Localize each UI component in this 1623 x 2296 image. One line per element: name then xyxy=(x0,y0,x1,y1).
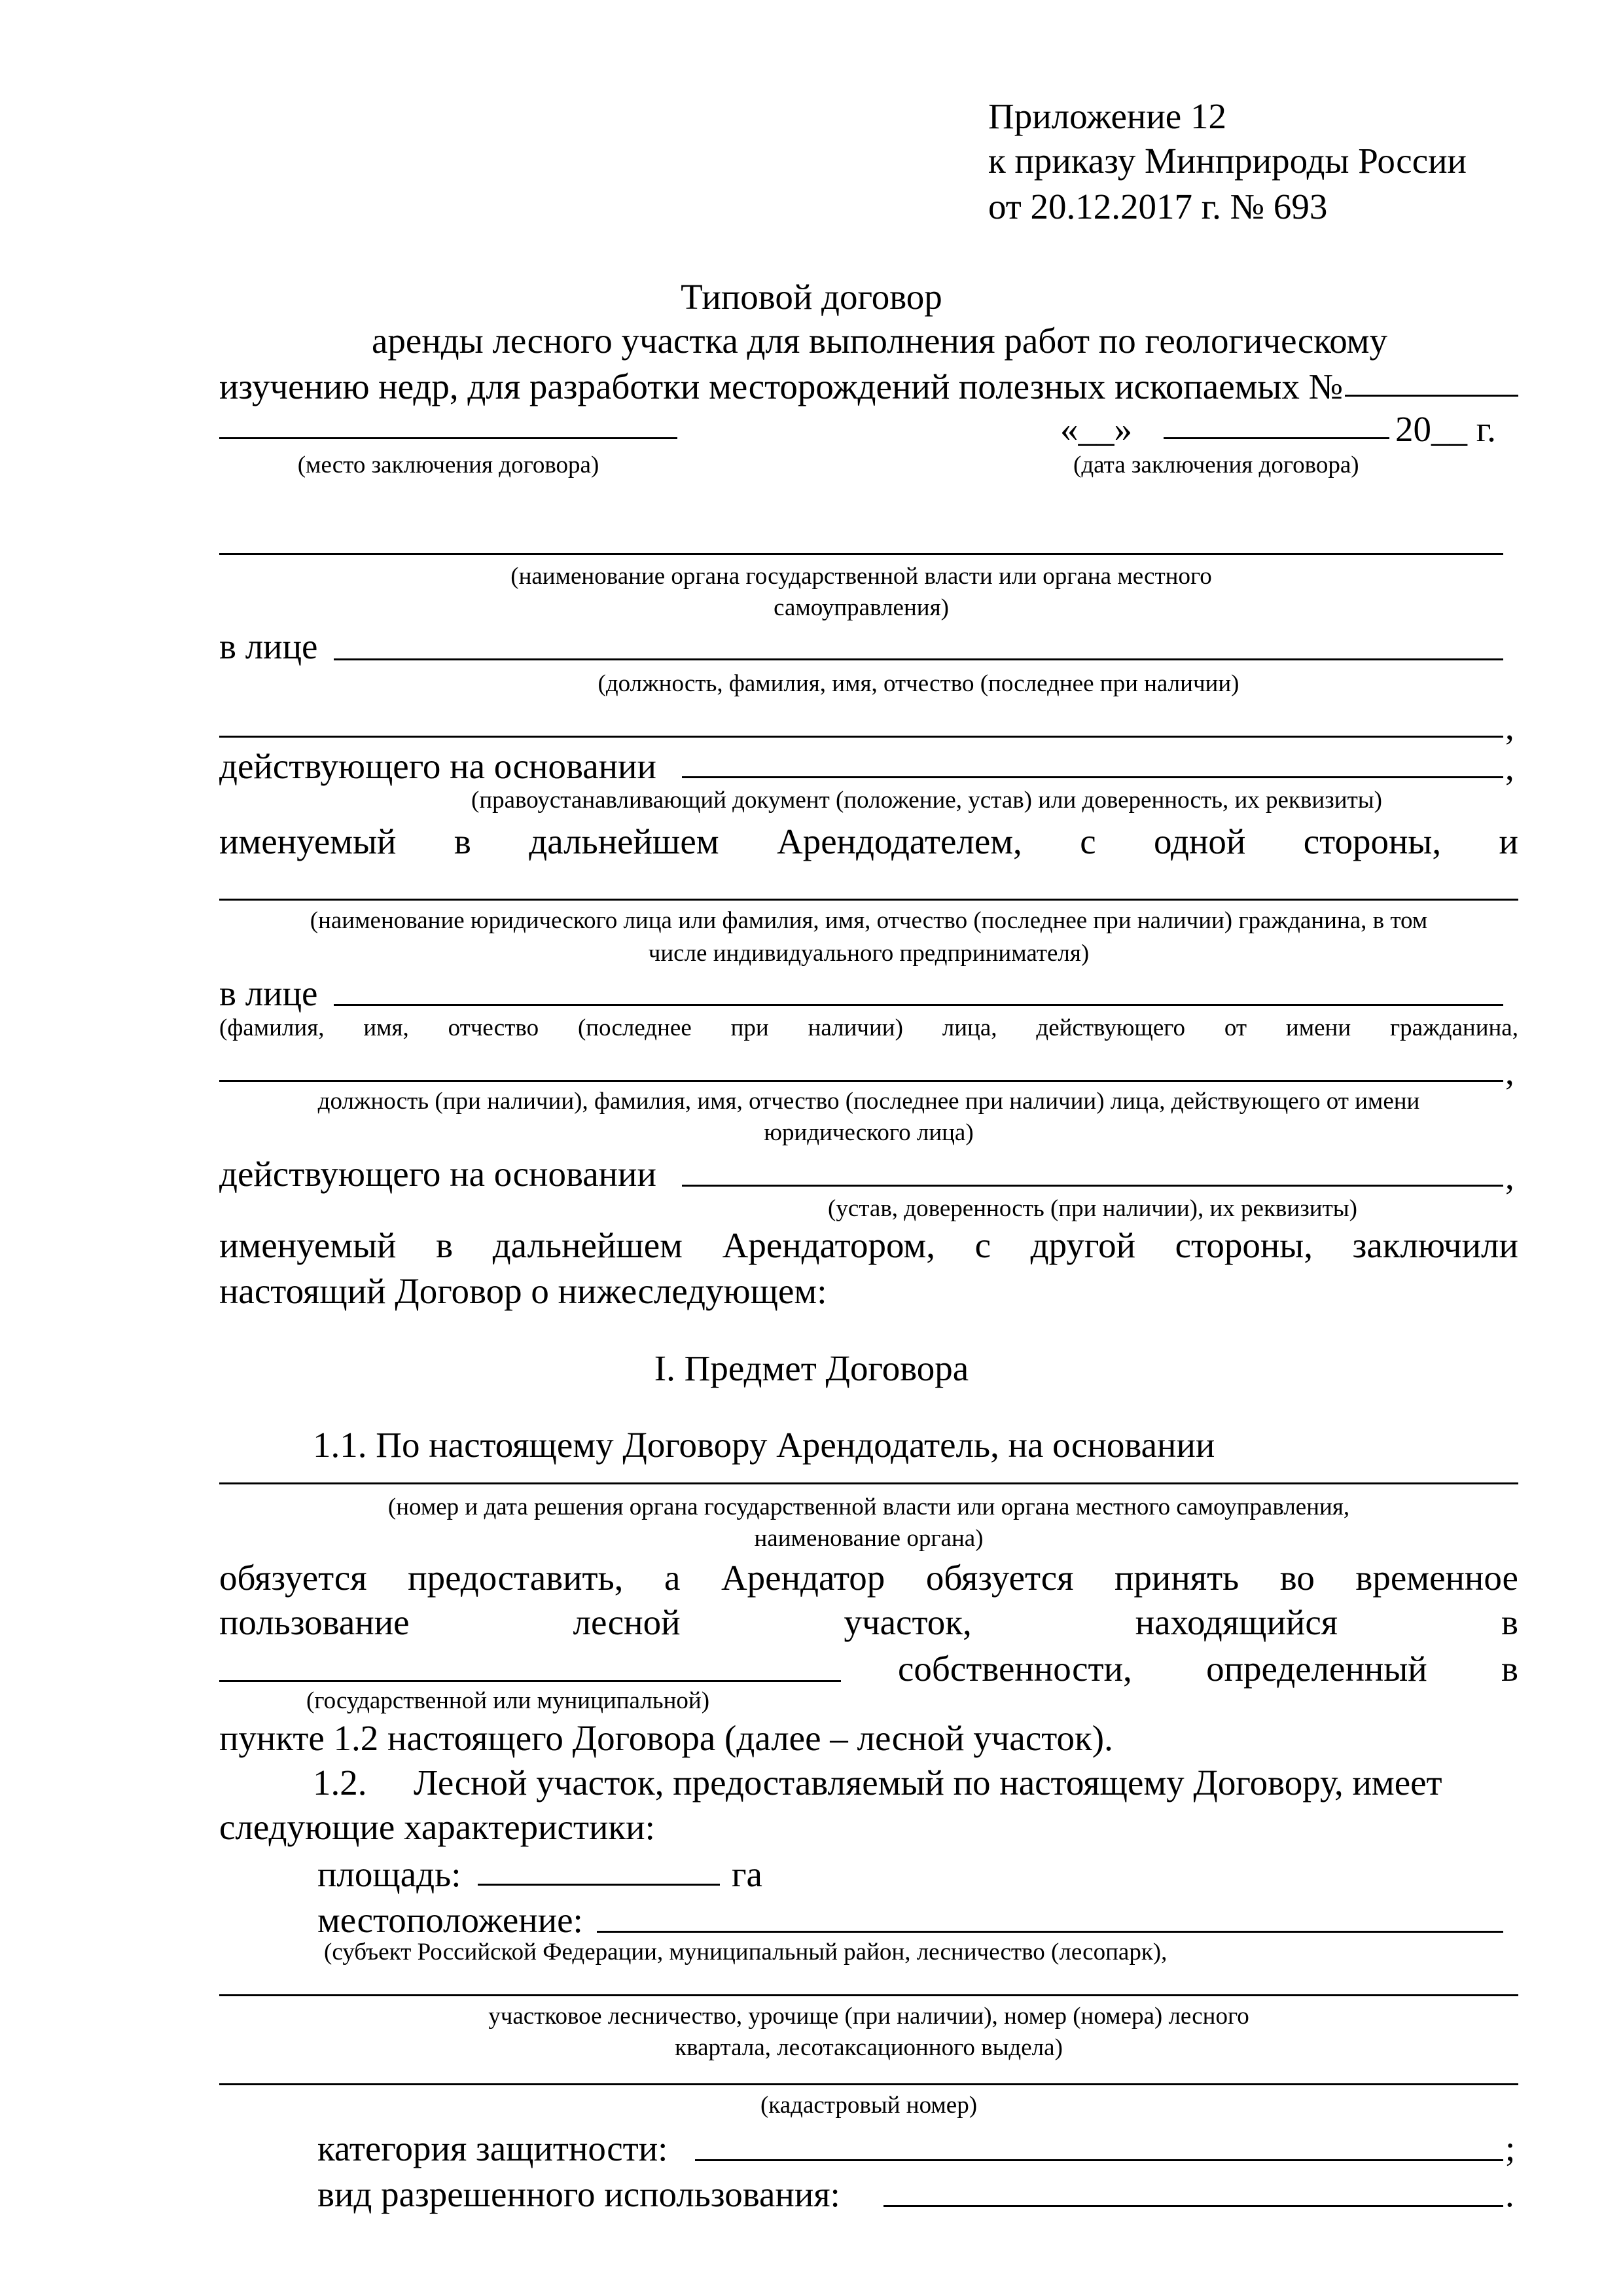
clause-1-2: Лесной участок, предоставляемый по настоящему Договору, имеет xyxy=(414,1763,1442,1803)
lessee-acting-basis-label: действующего на основании xyxy=(219,1154,656,1194)
date-hint: (дата заключения договора) xyxy=(1073,452,1359,478)
lessee-person-hint: (фамилия, имя, отчество (последнее при наличии) лица, действующего от имени гражданина, xyxy=(219,1014,1518,1041)
document-subtitle-2: изучению недр, для разработки месторождений полезных ископаемых № xyxy=(219,367,1344,406)
protection-category-field[interactable] xyxy=(695,2159,1503,2161)
protection-category-label: категория защитности: xyxy=(317,2128,668,2168)
date-year: 20__ г. xyxy=(1395,409,1496,449)
clause-reference: пункте 1.2 настоящего Договора (далее – лесной участок). xyxy=(219,1718,1113,1758)
period: . xyxy=(1505,2174,1514,2214)
order-reference: к приказу Минприроды России xyxy=(988,141,1467,181)
cadastral-hint: (кадастровый номер) xyxy=(760,2092,978,2119)
location-label: местоположение: xyxy=(317,1900,583,1940)
lessee-position-hint-1: должность (при наличии), фамилия, имя, отчество (последнее при наличии) лица, действующего от имени xyxy=(317,1088,1420,1115)
lessor-referred-line: именуемый в дальнейшем Арендодателем, с одной стороны, и xyxy=(219,821,1518,861)
ownership-type-field[interactable] xyxy=(219,1680,841,1682)
semicolon: ; xyxy=(1505,2128,1516,2168)
cadastral-number-field[interactable] xyxy=(219,2083,1518,2085)
area-unit: га xyxy=(732,1854,762,1894)
location-field-2[interactable] xyxy=(219,1994,1518,1996)
location-hint-2: участковое лесничество, урочище (при наличии), номер (номера) лесного xyxy=(488,2003,1249,2030)
order-date: от 20.12.2017 г. № 693 xyxy=(988,187,1328,226)
lessee-representative-field-2[interactable] xyxy=(219,1080,1503,1082)
appendix-number: Приложение 12 xyxy=(988,96,1226,136)
lessee-representative-field[interactable] xyxy=(334,1004,1503,1006)
location-hint-1: (субъект Российской Федерации, муниципальный район, лесничество (лесопарк), xyxy=(324,1939,1168,1965)
ownership-line: собственности, определенный в xyxy=(898,1649,1518,1689)
decision-hint-1: (номер и дата решения органа государственной власти или органа местного самоуправления, xyxy=(387,1494,1350,1520)
lessor-in-person-label: в лице xyxy=(219,626,318,666)
ownership-hint: (государственной или муниципальной) xyxy=(306,1687,710,1714)
lessee-referred-line-2: настоящий Договор о нижеследующем: xyxy=(219,1271,827,1311)
clause-1-1: 1.1. По настоящему Договору Арендодатель, на основании xyxy=(313,1425,1215,1465)
clause-1-2-number: 1.2. xyxy=(313,1763,367,1803)
lessor-person-hint: (должность, фамилия, имя, отчество (последнее при наличии) xyxy=(597,670,1240,697)
lessee-name-hint-1: (наименование юридического лица или фамилия, имя, отчество (последнее при наличии) гражданина, в том xyxy=(310,907,1428,934)
lessor-representative-field[interactable] xyxy=(334,658,1503,660)
contract-place-field[interactable] xyxy=(219,437,677,439)
area-field[interactable] xyxy=(478,1884,720,1886)
decision-field[interactable] xyxy=(219,1482,1518,1484)
authority-name-field[interactable] xyxy=(219,553,1503,555)
contract-date-month-field[interactable] xyxy=(1164,437,1389,439)
lessor-acting-basis-label: действующего на основании xyxy=(219,746,656,786)
lessee-basis-field[interactable] xyxy=(682,1185,1503,1187)
lessee-referred-line: именуемый в дальнейшем Арендатором, с другой стороны, заключили xyxy=(219,1225,1518,1265)
location-hint-3: квартала, лесотаксационного выдела) xyxy=(675,2034,1063,2061)
usage-line: пользование лесной участок, находящийся в xyxy=(219,1602,1518,1642)
comma: , xyxy=(1505,1157,1514,1196)
document-subtitle-1: аренды лесного участка для выполнения работ по геологическому xyxy=(372,321,1387,361)
comma: , xyxy=(1505,747,1514,787)
section-title: I. Предмет Договора xyxy=(654,1348,969,1388)
lessee-in-person-label: в лице xyxy=(219,973,318,1013)
permitted-use-label: вид разрешенного использования: xyxy=(317,2174,840,2214)
lessor-representative-field-2[interactable] xyxy=(219,736,1503,738)
clause-1-2-line-2: следующие характеристики: xyxy=(219,1807,655,1847)
area-label: площадь: xyxy=(317,1854,461,1894)
lessee-position-hint-2: юридического лица) xyxy=(764,1119,974,1146)
comma: , xyxy=(1505,1052,1514,1092)
permitted-use-field[interactable] xyxy=(883,2205,1503,2207)
obligation-line: обязуется предоставить, а Арендатор обязуется принять во временное xyxy=(219,1558,1518,1598)
place-hint: (место заключения договора) xyxy=(297,452,599,478)
date-day: «__» xyxy=(1060,409,1132,449)
lessor-basis-hint: (правоустанавливающий документ (положение, устав) или доверенность, их реквизиты) xyxy=(471,787,1382,814)
authority-hint-1: (наименование органа государственной власти или органа местного xyxy=(510,563,1212,590)
lessee-name-hint-2: числе индивидуального предпринимателя) xyxy=(648,940,1090,967)
lessor-basis-field[interactable] xyxy=(682,776,1503,778)
comma: , xyxy=(1505,707,1514,747)
location-field[interactable] xyxy=(597,1931,1503,1933)
document-title: Типовой договор xyxy=(681,277,942,317)
lessee-name-field[interactable] xyxy=(219,899,1518,901)
authority-hint-2: самоуправления) xyxy=(774,594,949,621)
contract-number-field[interactable] xyxy=(1345,395,1518,397)
decision-hint-2: наименование органа) xyxy=(754,1525,984,1552)
lessee-basis-hint: (устав, доверенность (при наличии), их реквизиты) xyxy=(828,1195,1357,1222)
